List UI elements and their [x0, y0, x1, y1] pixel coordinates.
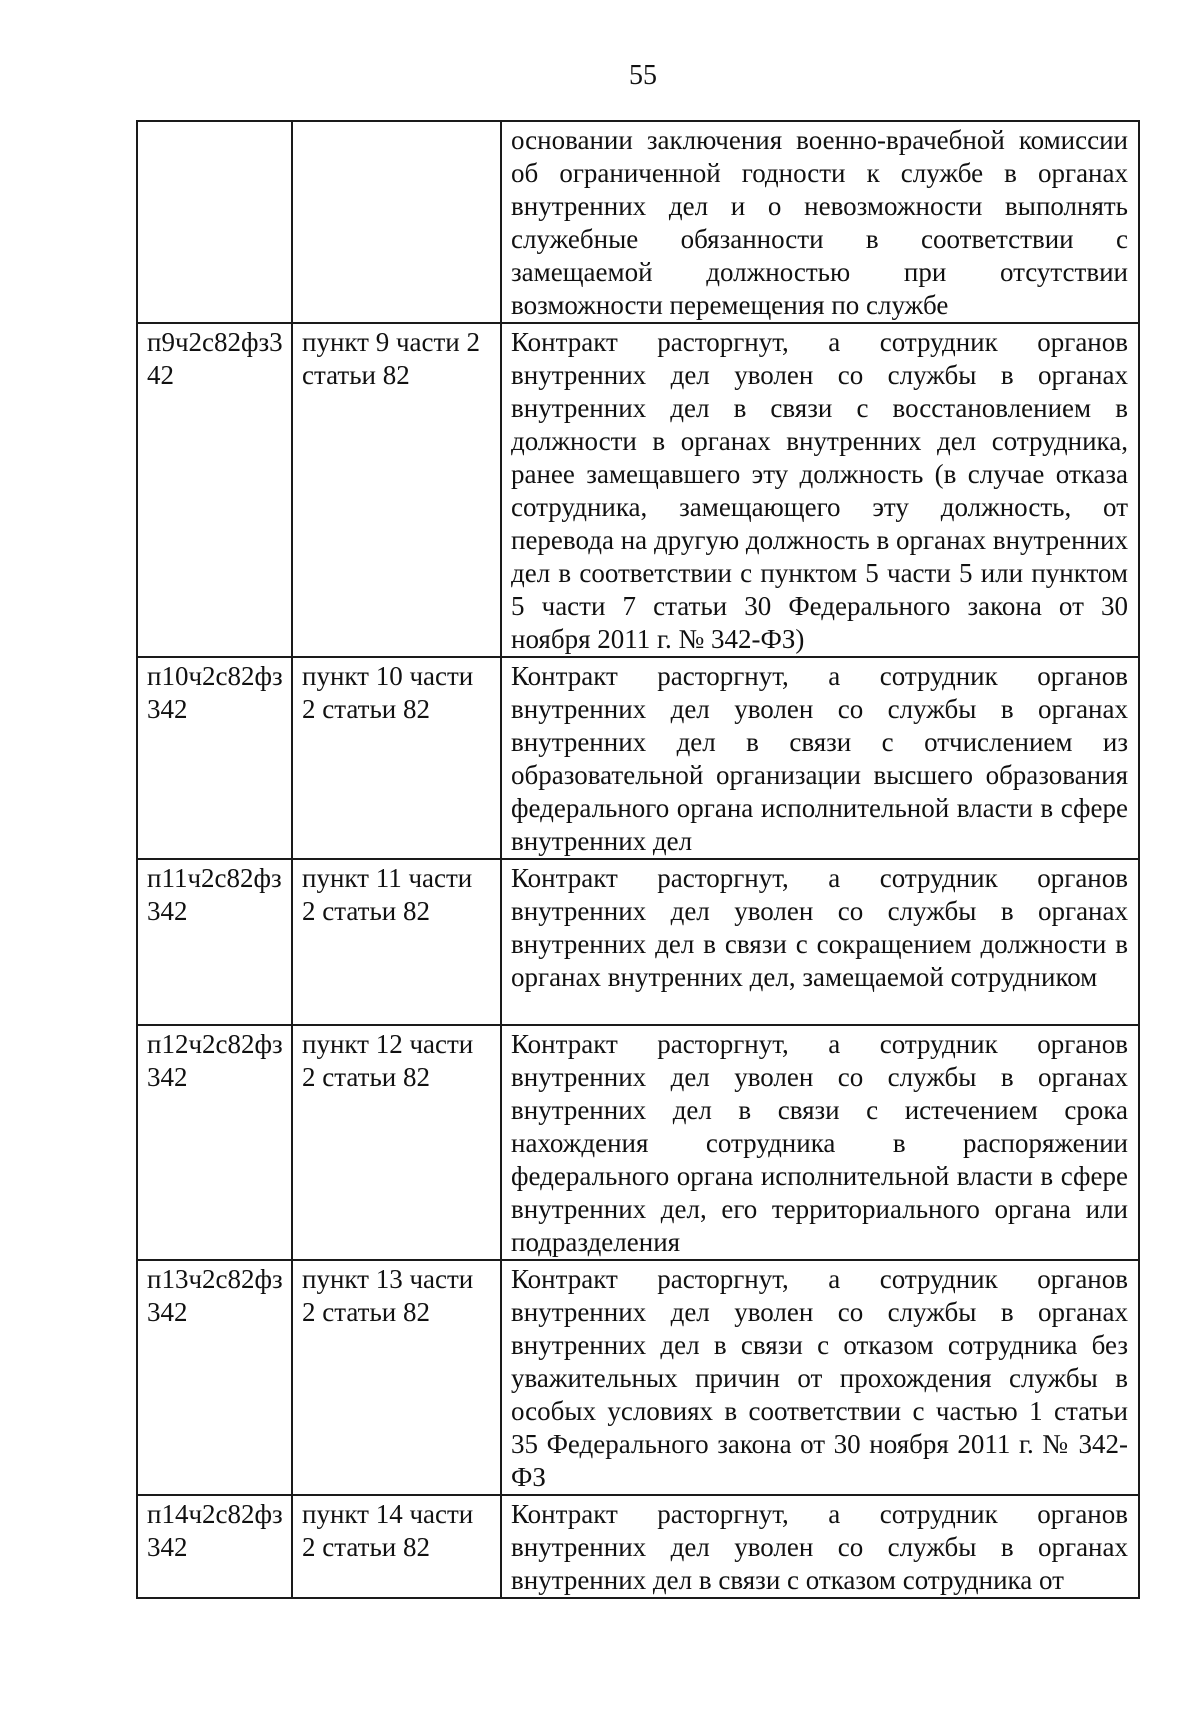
table-row [137, 1260, 1139, 1495]
reference-cell: пункт 14 части 2 статьи 82 [292, 1495, 501, 1598]
reference-cell: пункт 9 части 2 статьи 82 [292, 323, 501, 657]
reference-cell [292, 121, 501, 323]
description-cell: Контракт расторгнут, а сотрудник органов внутренних дел уволен со службы в органах внутренних дел в связи с отчислением из образовательной организации высшего образования федерального органа исполнительной власти в сфере внутренних дел [501, 657, 1139, 859]
code-cell: п13ч2с82фз342 [137, 1260, 292, 1495]
reference-cell: пункт 13 части 2 статьи 82 [292, 1260, 501, 1495]
code-cell: п9ч2с82фз342 [137, 323, 292, 657]
description-cell: Контракт расторгнут, а сотрудник органов внутренних дел уволен со службы в органах внутренних дел в связи с истечением срока нахождения сотрудника в распоряжении федерального органа исполнительной власти в сфере внутренних дел, его территориального органа или подразделения [501, 1025, 1139, 1260]
description-cell: основании заключения военно-врачебной комиссии об ограниченной годности к службе в органах внутренних дел и о невозможности выполнять служебные обязанности в соответствии с замещаемой должностью при отсутствии возможности перемещения по службе [501, 121, 1139, 323]
table-row [137, 1025, 1139, 1260]
description-cell: Контракт расторгнут, а сотрудник органов внутренних дел уволен со службы в органах внутренних дел в связи с отказом сотрудника от [501, 1495, 1139, 1598]
description-cell: Контракт расторгнут, а сотрудник органов внутренних дел уволен со службы в органах внутренних дел в связи с сокращением должности в органах внутренних дел, замещаемой сотрудником [501, 859, 1139, 1025]
table-row [137, 1495, 1139, 1598]
table-row [137, 657, 1139, 859]
description-cell: Контракт расторгнут, а сотрудник органов внутренних дел уволен со службы в органах внутренних дел в связи с восстановлением в должности в органах внутренних дел сотрудника, ранее замещавшего эту должность (в случае отказа сотрудника, замещающего эту должность, от перевода на другую должность в органах внутренних дел в соответствии с пунктом 5 части 5 или пунктом 5 части 7 статьи 30 Федерального закона от 30 ноября 2011 г. № 342-ФЗ) [501, 323, 1139, 657]
code-cell: п14ч2с82фз342 [137, 1495, 292, 1598]
reference-cell: пункт 10 части 2 статьи 82 [292, 657, 501, 859]
dismissal-codes-table [136, 120, 1140, 1599]
code-cell: п11ч2с82фз342 [137, 859, 292, 1025]
table-row [137, 859, 1139, 1025]
code-cell [137, 121, 292, 323]
code-cell: п10ч2с82фз342 [137, 657, 292, 859]
description-cell: Контракт расторгнут, а сотрудник органов внутренних дел уволен со службы в органах внутренних дел в связи с отказом сотрудника без уважительных причин от прохождения службы в особых условиях в соответствии с частью 1 статьи 35 Федерального закона от 30 ноября 2011 г. № 342-ФЗ [501, 1260, 1139, 1495]
table-row [137, 323, 1139, 657]
reference-cell: пункт 11 части 2 статьи 82 [292, 859, 501, 1025]
page-number: 55 [629, 60, 657, 91]
table-row [137, 121, 1139, 323]
reference-cell: пункт 12 части 2 статьи 82 [292, 1025, 501, 1260]
code-cell: п12ч2с82фз342 [137, 1025, 292, 1260]
